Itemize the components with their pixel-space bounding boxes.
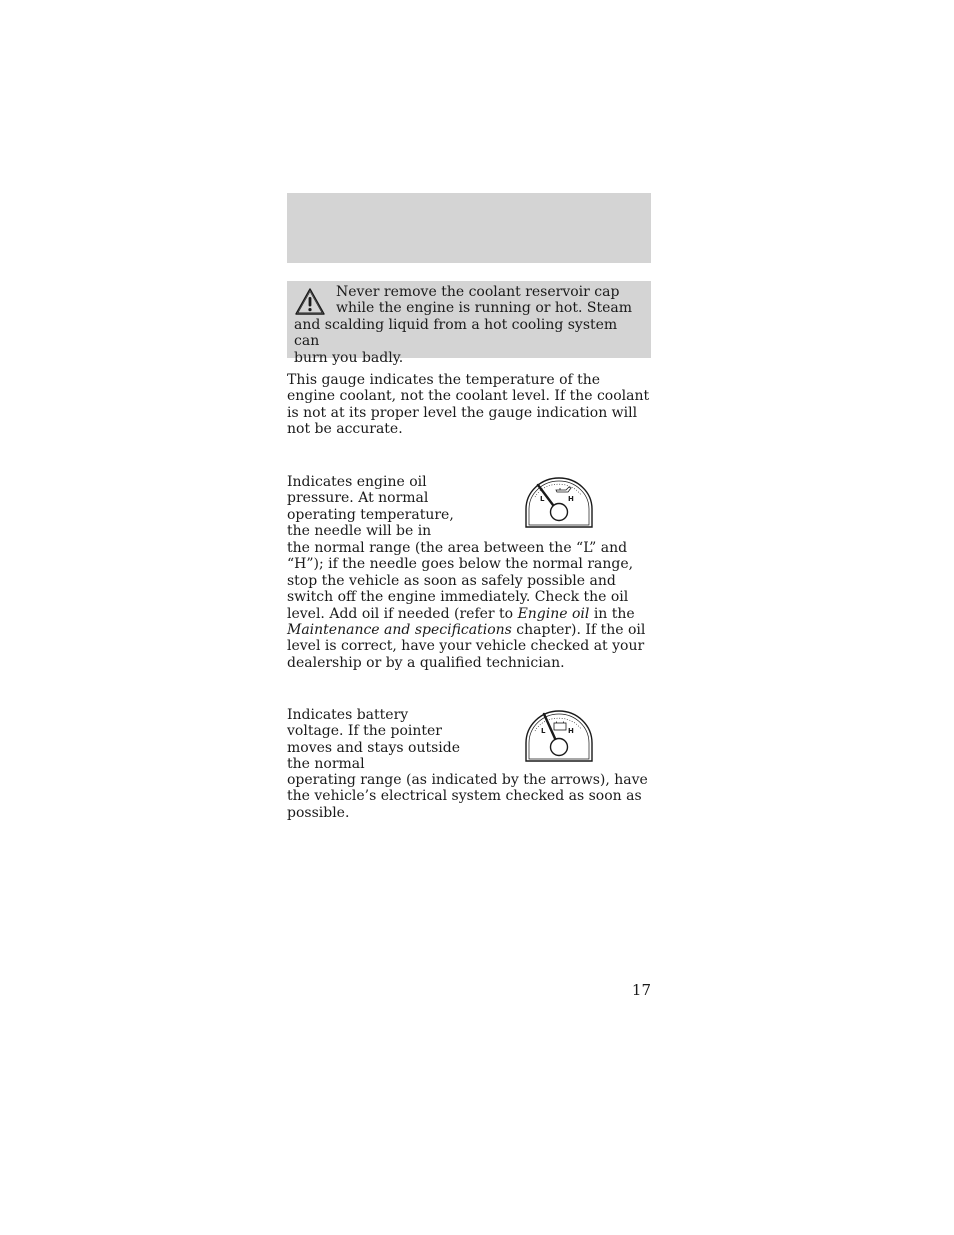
battery-gauge-hub xyxy=(551,739,568,756)
battery-gauge-low-label: L xyxy=(541,727,546,735)
battery-gauge-high-label: H xyxy=(568,727,574,735)
oil-gauge-intro: Indicates engine oil pressure. At normal operating temperature, the needle will be in xyxy=(287,474,454,540)
temperature-gauge-description: This gauge indicates the temperature of the engine coolant, not the coolant level. If the coolant is not at its proper level the gauge indication will not be accurate. xyxy=(287,372,650,438)
warning-line: while the engine is running or hot. Steam xyxy=(336,300,632,317)
section-header-band xyxy=(287,193,651,263)
battery-gauge-description: operating range (as indicated by the arrows), have the vehicle’s electrical system checked as soon as possible. xyxy=(287,772,648,821)
oil-gauge-low-label: L xyxy=(540,495,545,503)
warning-box xyxy=(287,281,651,366)
engine-oil-reference: Engine oil xyxy=(517,605,590,622)
oil-gauge-description xyxy=(287,540,651,671)
battery-gauge-intro: Indicates battery voltage. If the pointer moves and stays outside the normal xyxy=(287,707,460,773)
warning-line: burn you badly. xyxy=(294,349,404,366)
warning-text xyxy=(294,284,644,366)
oil-pressure-gauge xyxy=(523,475,595,531)
oil-body-1: the normal range (the area between the “L” and “H”); if the needle goes below the normal range, stop the vehicle as soon as safely possible and switch off the engine immediately. Check the oil level. Add oil if needed (refer to xyxy=(287,540,634,622)
oil-gauge-high-label: H xyxy=(568,495,574,503)
oil-gauge-hub xyxy=(551,504,568,521)
battery-voltage-gauge xyxy=(523,707,595,765)
oil-body-2: in the xyxy=(589,605,635,622)
page-number: 17 xyxy=(631,981,651,999)
maintenance-chapter-reference: Maintenance and specifications xyxy=(287,622,512,639)
warning-line: and scalding liquid from a hot cooling system can xyxy=(294,316,618,350)
warning-line: Never remove the coolant reservoir cap xyxy=(336,284,620,300)
oil-body-3: chapter). If the oil level is correct, have your vehicle checked at your dealership or by a qualified technician. xyxy=(287,622,646,671)
